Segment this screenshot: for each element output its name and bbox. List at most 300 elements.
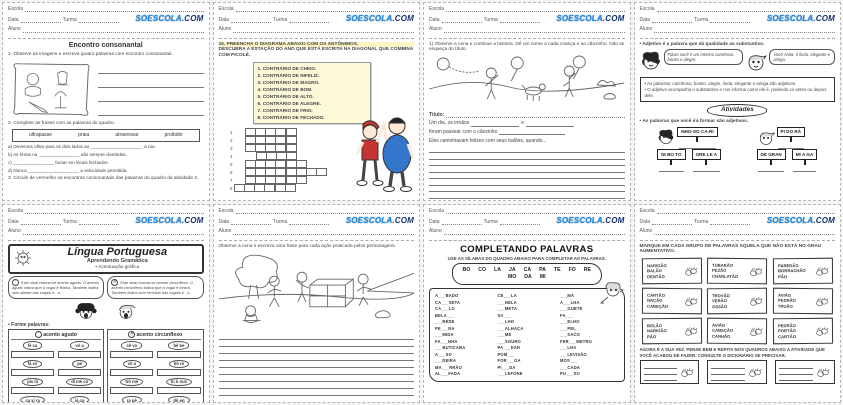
clue-item: 5. CONTRÁRIO DE ALTO. xyxy=(257,93,314,99)
word-group-box xyxy=(641,258,701,285)
word-group-words xyxy=(778,292,796,310)
syllable-chip: bô ro xyxy=(169,360,189,368)
soescola-logo xyxy=(346,15,414,23)
writing-line xyxy=(219,354,415,361)
group-word: NARIGÃO xyxy=(646,263,667,269)
word-with-blank: ___LEVISÃO xyxy=(560,351,587,357)
sign-post xyxy=(705,160,707,165)
sheet3-instruction: 1) Observe a cena e continue a história. Dê um nome a cada criança e ao cãozinho. Não se esqueça do título. xyxy=(429,41,625,53)
answer-line xyxy=(98,68,204,75)
aluno-label: Aluno xyxy=(218,26,232,33)
writing-line xyxy=(219,347,415,354)
escola-label: Escola xyxy=(218,208,234,214)
name-blank xyxy=(526,123,574,127)
note-2: • O adjetivo acompanha o substantivo e nos informa como ele é, podendo vir antes ou depois dele. xyxy=(644,87,827,98)
writing-line xyxy=(219,389,415,396)
aluno-blank xyxy=(23,231,204,235)
titulo-label: Título: xyxy=(429,111,445,118)
logo-text: SOESCOLA xyxy=(556,216,603,226)
hand-icon xyxy=(682,326,698,337)
crossword-cells xyxy=(246,176,307,184)
sheet-header xyxy=(219,208,415,241)
syllable-sign: GRE LE A xyxy=(692,149,722,160)
answer-line xyxy=(98,109,204,116)
syllable-chip: RE xyxy=(583,266,592,273)
writing-line xyxy=(429,199,625,201)
data-blank xyxy=(652,221,692,225)
crossword-cell xyxy=(286,144,297,152)
answer-box xyxy=(11,369,54,376)
hand-icon xyxy=(815,367,831,378)
logo-text: SOESCOLA xyxy=(345,216,393,226)
turma-label: Turma xyxy=(694,17,709,23)
group-word: DENTÃO xyxy=(646,274,665,280)
sheet2-instruction-2: DESCUBRA A ESTAÇÃO DO ANO QUE ESTÁ ESCRITA NA DIAGONAL QUE COMBINA COM PICOLÉ. xyxy=(218,47,414,59)
sheet-completando-palavras[interactable] xyxy=(423,204,631,403)
crossword-row-number: 7 xyxy=(229,177,233,183)
sheet1-sentences xyxy=(8,144,204,174)
word-with-blank: ___MA xyxy=(560,293,575,299)
sheet-header xyxy=(640,208,836,241)
writing-line xyxy=(219,368,415,375)
circunflexo-header-text: acento circunflexo xyxy=(136,331,183,338)
practice-lines xyxy=(711,363,745,381)
sheet-continue-historia[interactable] xyxy=(423,2,631,201)
fill-in-sentence: d) Nunca ____________________ a velocidade permitida. xyxy=(8,167,128,173)
syllable-cloud xyxy=(452,263,602,285)
answer-line xyxy=(793,167,816,172)
turma-blank xyxy=(79,221,119,225)
syllable-cell xyxy=(110,378,153,394)
data-blank xyxy=(652,19,692,23)
word-with-blank: ___LHO xyxy=(497,319,515,325)
crossword-cell xyxy=(296,160,307,168)
writing-line xyxy=(779,375,813,381)
word-with-blank: CA___SETA xyxy=(435,299,461,305)
escola-line xyxy=(8,208,204,214)
word-group-box xyxy=(641,288,701,315)
curly-hair-boy-icon xyxy=(113,301,139,321)
writing-line xyxy=(644,375,678,381)
turma-blank xyxy=(710,221,750,225)
logo-text: SOESCOLA xyxy=(556,14,603,24)
sheet8-footer: AGORA É A SUA VEZ. PENSE BEM E REPITA NOS QUADROS ABAIXO A ATIVIDADE QUE VOCÊ ACABOU DE FAZER. CONSULTE O DICIONÁRIO SE PRECISAR. xyxy=(639,347,825,358)
forme-palavras-label: • Forme palavras: xyxy=(8,321,50,328)
clue-item: 1. CONTRÁRIO DE CHEIO. xyxy=(257,66,317,72)
word-group-words xyxy=(712,262,738,280)
group-word: PEZÃO xyxy=(712,268,727,274)
sheet1-title: Encontro consonantal xyxy=(68,41,143,49)
syllable-chip: fá so xyxy=(23,360,43,368)
top-sign-left xyxy=(677,127,717,150)
curly-kids-row xyxy=(8,301,204,321)
empty-practice-box xyxy=(640,360,700,384)
syllable-signs-area xyxy=(640,127,836,172)
aluno-blank xyxy=(233,231,414,235)
adjetivo-rule: • Adjetivo é a palavra que dá qualidade ao substantivo. xyxy=(639,41,765,47)
word-option: praia xyxy=(78,132,90,139)
group-word: BALÃO xyxy=(646,268,662,275)
logo-suffix-text: .COM xyxy=(392,14,414,24)
word-group-words xyxy=(712,292,730,310)
word-group-box xyxy=(707,288,767,315)
crossword-row-number: 5 xyxy=(229,161,233,167)
crossword-cell xyxy=(286,136,297,144)
soescola-logo xyxy=(556,217,624,225)
logo-text: SOESCOLA xyxy=(766,216,814,226)
titulo-line xyxy=(429,112,625,118)
agudo-symbol: ´ xyxy=(12,279,19,286)
turma-blank xyxy=(79,19,119,23)
word-group-box xyxy=(641,318,701,345)
escola-line xyxy=(640,208,836,214)
word-with-blank: PI___DA xyxy=(497,364,516,370)
circunflexo-symbol: ^ xyxy=(111,279,118,286)
sheet1-word-box xyxy=(12,129,200,141)
crossword-cells xyxy=(246,144,297,152)
sheet-header xyxy=(429,6,625,39)
aluno-line xyxy=(640,26,836,32)
group-word: OSSÃO xyxy=(712,304,728,310)
aluno-label: Aluno xyxy=(8,228,21,235)
forme-palavras-table xyxy=(8,329,204,403)
escola-line xyxy=(8,6,204,12)
data-blank xyxy=(442,19,482,23)
sheet-header xyxy=(8,208,204,241)
word-with-blank: FA___NHA xyxy=(435,338,458,344)
sheet5-subtitle: Aprendendo Gramática xyxy=(86,258,148,265)
empty-practice-boxes xyxy=(640,360,836,384)
hand-icon xyxy=(748,266,764,277)
top-sign-right xyxy=(777,127,805,150)
sheet-acentuacao-grafica[interactable] xyxy=(2,204,210,403)
sheet7-title: COMPLETANDO PALAVRAS xyxy=(460,243,594,255)
aluno-blank xyxy=(444,29,625,33)
syllable-cell xyxy=(58,378,101,394)
syllable-cell xyxy=(58,396,101,403)
sheet1-question2: 2. Complete as frases com as palavras do quadro. xyxy=(8,121,116,127)
answer-box xyxy=(110,351,153,358)
word-with-blank: FER___METRO xyxy=(560,338,592,344)
answer-line xyxy=(98,95,204,102)
circunflexo-symbol: ^ xyxy=(128,331,135,338)
escola-blank xyxy=(25,8,203,12)
sheet-grau-aumentativo[interactable] xyxy=(634,204,842,403)
syllable-cell xyxy=(110,396,153,403)
syllable-chip: MI xyxy=(539,274,546,281)
hill xyxy=(367,273,414,293)
left-sign-group xyxy=(657,127,721,172)
group-word: CANHÃO xyxy=(712,334,731,340)
words-column-2 xyxy=(498,292,557,378)
group-word: VERÃO xyxy=(712,298,728,305)
practice-lines xyxy=(779,363,813,381)
aluno-line xyxy=(219,228,415,234)
sheet4-activity: • As palavras que você irá formar são adjetivos. xyxy=(639,118,749,124)
data-blank xyxy=(231,19,271,23)
word-with-blank: ___PEL xyxy=(560,325,576,331)
adjetivo-notes-box xyxy=(640,77,836,103)
girl-face-icon xyxy=(657,127,675,149)
circunflexo-explanation: Este sinal chama-se acento circunflexo. O acento circunflexo indica que a vogal é tônica. Também indica som fechado nas vogais e - o. xyxy=(111,279,194,295)
word-with-blank: PE___NA xyxy=(435,325,455,331)
escola-label: Escola xyxy=(8,208,24,214)
aluno-label: Aluno xyxy=(8,26,21,33)
story-text: Um dia, os irmãos xyxy=(429,120,470,127)
logo-text: SOESCOLA xyxy=(135,216,182,226)
escola-blank xyxy=(25,210,203,214)
group-word: PEDRÃO xyxy=(778,298,797,304)
data-label: Data xyxy=(639,17,651,23)
answer-box xyxy=(157,369,200,376)
aluno-line xyxy=(429,228,625,234)
pointing-kid-icon xyxy=(598,281,624,305)
syllable-chip: CO xyxy=(478,266,487,273)
clue-item: 6. CONTRÁRIO DE ALEGRE. xyxy=(257,100,321,106)
syllable-chip: vó a xyxy=(70,341,88,349)
word-with-blank: BELA___ xyxy=(435,312,455,318)
word-with-blank: ___CADA xyxy=(560,364,581,370)
word-with-blank: ___SACO xyxy=(560,332,581,338)
escola-blank xyxy=(657,210,835,214)
syllable-cell xyxy=(110,360,153,376)
sheet-frases-cena[interactable] xyxy=(213,204,421,403)
sheet1-image-row xyxy=(8,60,204,119)
clue-item: 7. CONTRÁRIO DE FRIO. xyxy=(257,107,313,113)
dialog-row xyxy=(640,49,836,75)
word-with-blank: MOS___ xyxy=(560,358,578,364)
word-group-words xyxy=(778,322,796,340)
word-with-blank: ___SOURO xyxy=(497,338,521,344)
syllable-chip: CA xyxy=(523,266,532,273)
soescola-logo xyxy=(135,217,203,225)
logo-suffix-text: .COM xyxy=(181,14,204,24)
logo-suffix-text: .COM xyxy=(602,216,625,226)
data-label: Data xyxy=(429,219,440,225)
syllable-chip: pis lá xyxy=(22,378,43,386)
group-word: CABEÇÃO xyxy=(646,304,668,310)
word-with-blank: A___BADO xyxy=(435,293,459,299)
word-option: proibido xyxy=(164,132,183,139)
answer-box xyxy=(58,387,101,394)
group-word: NARIGÃO xyxy=(646,328,667,335)
sign-group xyxy=(692,149,722,172)
fill-in-sentence: a) Devemos olhar para os dois lados ao ____________________, a rua. xyxy=(8,143,156,149)
sheet-encontro-consonantal[interactable] xyxy=(2,2,210,201)
sheet-adjetivo[interactable] xyxy=(634,2,842,201)
data-turma-line xyxy=(640,217,836,225)
answer-line xyxy=(659,167,685,172)
crossword-cell xyxy=(296,176,307,184)
group-word: AVIÃO xyxy=(778,292,792,298)
data-blank xyxy=(21,19,61,23)
syllable-chip: dô en xyxy=(168,396,189,403)
escola-label: Escola xyxy=(639,6,655,12)
hand-icon xyxy=(748,296,764,307)
soescola-logo xyxy=(767,15,835,23)
circunflexo-column-header xyxy=(110,331,200,341)
word-with-blank: AL___FADA xyxy=(435,371,461,377)
bottom-signs-left xyxy=(657,149,721,172)
agudo-chip-grid xyxy=(11,341,101,403)
group-word: PÃO xyxy=(646,334,656,340)
clue-item: 2. CONTRÁRIO DE INFELIZ. xyxy=(257,73,320,79)
sheet1-answer-lines xyxy=(98,60,204,119)
word-with-blank: FA___ xyxy=(560,312,574,318)
sheet1-question3: 3. Circule de vermelho os encontros consonantais das palavras do quadro da atividade 2. xyxy=(8,175,199,181)
syllable-sign: MI A GA xyxy=(792,149,818,160)
syllable-sign: NHO-SO CA-RI xyxy=(677,127,717,138)
turma-blank xyxy=(289,221,329,225)
answer-line xyxy=(693,167,720,172)
sheet5-subtitle2: • Acentuação gráfica xyxy=(95,264,140,270)
agudo-column xyxy=(8,329,104,403)
crossword-row-number: 4 xyxy=(229,153,233,159)
empty-practice-box xyxy=(775,360,835,384)
data-turma-line xyxy=(8,217,204,225)
boy-face-icon xyxy=(745,49,767,75)
word-group-words xyxy=(646,322,666,340)
story-line-1 xyxy=(429,120,625,126)
data-turma-line xyxy=(219,217,415,225)
logo-text: SOESCOLA xyxy=(135,14,182,24)
data-blank xyxy=(442,221,482,225)
crossword-row-number: 3 xyxy=(229,145,233,151)
escola-line xyxy=(219,6,415,12)
syllable-sign: NI BO TO xyxy=(657,149,685,160)
word-with-blank: CA___LO xyxy=(435,306,455,312)
word-with-blank: MA___RRÃO xyxy=(435,364,463,370)
sign-group xyxy=(657,149,685,172)
aluno-blank xyxy=(444,231,625,235)
hand-icon xyxy=(747,367,763,378)
aluno-blank xyxy=(23,29,204,33)
atividades-badge: Atividades xyxy=(707,104,767,116)
circunflexo-column xyxy=(107,329,203,403)
story-text: foram passear com o cãozinho xyxy=(429,129,498,136)
escola-blank xyxy=(236,210,414,214)
turma-label: Turma xyxy=(694,219,709,225)
sign-post xyxy=(790,137,792,142)
story-text: Eles caminhavam felizes com seus balões, quando... xyxy=(429,137,547,144)
curly-hair-girl-icon xyxy=(73,301,99,321)
group-word: PEDRÃO xyxy=(778,323,797,329)
sun-kid-icon xyxy=(13,248,33,270)
soescola-logo xyxy=(135,15,203,23)
sheet-header xyxy=(640,6,836,39)
syllable-cell xyxy=(110,341,153,357)
agudo-symbol: ´ xyxy=(35,331,42,338)
syllable-cell xyxy=(157,396,200,403)
escola-blank xyxy=(446,210,624,214)
syllable-cell xyxy=(11,360,54,376)
word-with-blank: ___LEFONE xyxy=(497,371,523,377)
sign-post xyxy=(696,137,698,142)
word-with-blank: ___DEIRA xyxy=(435,358,457,364)
word-group-words xyxy=(712,322,733,340)
data-turma-line xyxy=(219,15,415,23)
syllable-chip: FO xyxy=(568,266,576,273)
escola-blank xyxy=(236,8,414,12)
answer-box xyxy=(110,387,153,394)
group-word: BORRACHÃO xyxy=(778,268,806,275)
turma-label: Turma xyxy=(483,17,498,23)
aluno-line xyxy=(8,26,204,32)
parchment-illustration xyxy=(8,60,94,119)
balloon xyxy=(573,56,585,68)
syllable-chip: cê vo xyxy=(121,341,142,349)
writing-line xyxy=(219,333,415,340)
word-with-blank: ___MIDA xyxy=(435,332,454,338)
aluno-blank xyxy=(654,29,835,33)
circunflexo-chip-grid xyxy=(110,341,200,403)
sheet3-writing-lines xyxy=(429,147,625,201)
story-line-3 xyxy=(429,138,625,144)
answer-box xyxy=(11,351,54,358)
syllable-chip: fé ca xyxy=(23,341,43,349)
crossword-cells xyxy=(257,152,298,160)
turma-blank xyxy=(710,19,750,23)
syllable-chip: PA xyxy=(539,266,546,273)
soescola-logo xyxy=(346,217,414,225)
data-label: Data xyxy=(8,17,19,23)
crossword-row-number: 1 xyxy=(229,129,233,135)
group-word: CABEÇÃO xyxy=(712,328,734,334)
syllable-chip: pé xyxy=(72,360,87,368)
syllable-cell xyxy=(157,341,200,357)
agudo-column-header xyxy=(11,331,101,341)
answer-box xyxy=(58,369,101,376)
sign-group xyxy=(792,149,818,172)
aluno-label: Aluno xyxy=(218,228,232,235)
sheet6-writing-lines xyxy=(219,333,415,403)
soescola-logo xyxy=(556,15,624,23)
empty-practice-box xyxy=(707,360,767,384)
kid-with-sign xyxy=(757,127,818,150)
group-word: NAÇÃO xyxy=(646,298,662,304)
syllable-chip: di mé co xyxy=(66,378,93,386)
story-scene-illustration xyxy=(429,55,625,107)
syllable-sign: DE GRAN xyxy=(757,149,786,160)
logo-suffix-text: .COM xyxy=(181,216,204,226)
word-group-words xyxy=(778,262,806,280)
data-blank xyxy=(231,221,271,225)
word-with-blank: CE___LA xyxy=(497,293,517,299)
sign-group xyxy=(757,149,786,172)
titulo-blank xyxy=(446,114,624,118)
aluno-label: Aluno xyxy=(429,26,442,33)
syllable-chip: MO xyxy=(507,274,517,281)
group-word: PAREDÃO xyxy=(778,263,799,269)
word-with-blank: ___BUTICABA xyxy=(435,345,466,351)
logo-suffix-text: .COM xyxy=(392,216,414,226)
story-text: e xyxy=(521,120,525,127)
escola-label: Escola xyxy=(429,208,445,214)
right-sign-group xyxy=(757,127,818,172)
group-word: AVIÃO xyxy=(712,322,726,328)
speech-bubble-girl: Flávio você é um menino carinhoso, bonito e alegre. xyxy=(664,49,744,66)
aluno-label: Aluno xyxy=(639,228,653,235)
crossword-cells xyxy=(246,128,297,136)
sheet-antonimos-diagrama[interactable] xyxy=(213,2,421,201)
word-with-blank: A___SO xyxy=(435,351,452,357)
syllable-chip: bi ô nus xyxy=(166,378,192,386)
word-with-blank: ___NELA xyxy=(497,299,517,305)
word-option: ultrapasse xyxy=(29,132,53,139)
sheet5-title: Língua Portuguesa xyxy=(67,245,168,258)
syllable-chip: bê be xyxy=(168,341,189,349)
group-word: BOLÃO xyxy=(646,323,662,329)
